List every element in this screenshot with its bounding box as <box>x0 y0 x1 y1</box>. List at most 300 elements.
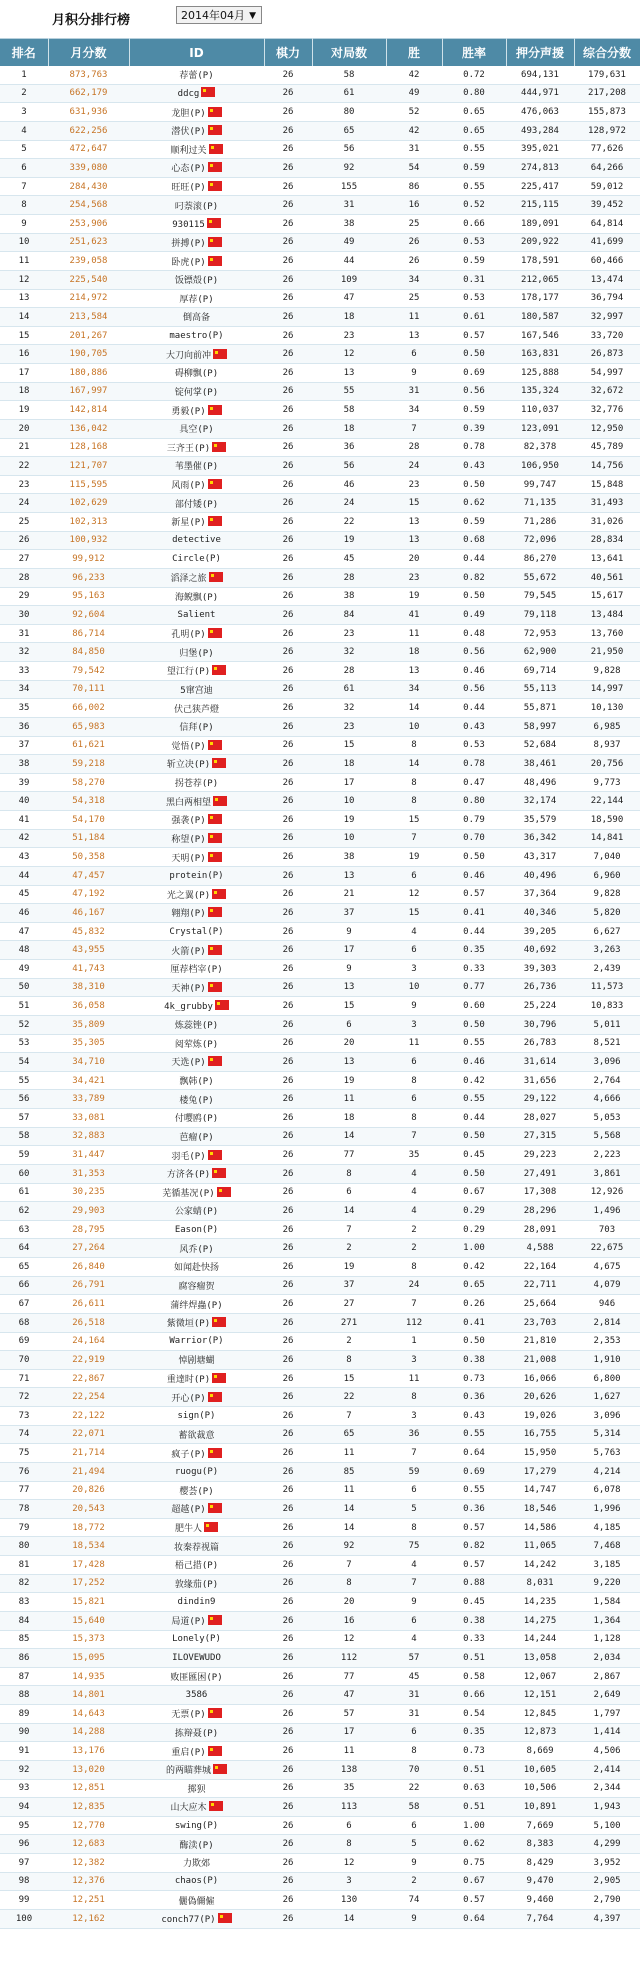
month-score-cell: 32,883 <box>48 1127 129 1146</box>
player-name[interactable]: 伏己狭芦燈 <box>173 704 219 715</box>
player-id-cell[interactable] <box>129 1816 264 1835</box>
support-cell: 69,714 <box>506 662 574 681</box>
player-id-cell[interactable] <box>129 1872 264 1891</box>
wins-cell: 31 <box>386 382 442 401</box>
player-name[interactable]: 信拜 <box>179 723 198 734</box>
player-id-cell[interactable] <box>129 1239 264 1258</box>
games-cell: 20 <box>312 1034 386 1053</box>
month-score-cell: 251,623 <box>48 233 129 252</box>
player-id-cell[interactable] <box>129 457 264 476</box>
rank-cell: 92 <box>0 1760 48 1779</box>
player-name[interactable]: 苇墨催 <box>174 462 202 473</box>
player-id-cell[interactable] <box>129 196 264 215</box>
win-rate-cell: 0.59 <box>442 252 506 271</box>
player-id-cell[interactable] <box>129 1854 264 1873</box>
player-id-cell[interactable] <box>129 717 264 736</box>
player-name[interactable]: 芭瘤 <box>179 1132 198 1143</box>
player-id-cell[interactable] <box>129 643 264 662</box>
strength-cell: 26 <box>264 643 312 662</box>
player-id-cell[interactable] <box>129 866 264 885</box>
player-name[interactable]: sign <box>177 1410 200 1421</box>
player-name[interactable]: 斩立决 <box>166 760 194 771</box>
total-score-cell: 1,414 <box>574 1723 640 1742</box>
rank-cell: 72 <box>0 1388 48 1407</box>
player-id-cell[interactable] <box>129 606 264 625</box>
player-name[interactable]: 孔明 <box>171 630 190 641</box>
player-id-cell[interactable] <box>129 550 264 569</box>
table-row <box>0 922 640 941</box>
player-id-cell[interactable] <box>129 1723 264 1742</box>
player-name[interactable]: Circle <box>172 554 205 565</box>
strength-cell: 26 <box>264 1779 312 1798</box>
table-row <box>0 196 640 215</box>
player-id-cell[interactable] <box>129 1183 264 1202</box>
player-name[interactable]: swing <box>174 1820 202 1831</box>
player-name[interactable]: 天选 <box>171 1058 190 1069</box>
player-id-cell[interactable] <box>129 289 264 308</box>
player-id-cell[interactable] <box>129 1574 264 1593</box>
strength-cell: 26 <box>264 1705 312 1724</box>
player-id-cell[interactable] <box>129 1798 264 1817</box>
games-cell: 13 <box>312 866 386 885</box>
player-name[interactable]: Salient <box>177 609 216 620</box>
player-name[interactable]: 天神 <box>171 983 190 994</box>
table-row <box>0 1891 640 1910</box>
player-name[interactable]: 败匪匯困 <box>170 1673 207 1684</box>
player-name[interactable]: 敦缘茄 <box>174 1579 202 1590</box>
wins-cell: 7 <box>386 419 442 438</box>
player-id-cell[interactable] <box>129 103 264 122</box>
player-id-cell[interactable] <box>129 1220 264 1239</box>
win-rate-cell: 0.57 <box>442 326 506 345</box>
player-name[interactable]: 大刀向前冲 <box>165 350 211 361</box>
player-name[interactable]: 公家蜻 <box>174 1207 202 1218</box>
month-score-cell: 873,763 <box>48 66 129 84</box>
player-name[interactable]: Warrior <box>169 1336 208 1347</box>
player-name[interactable]: 羽毛 <box>171 1151 190 1162</box>
player-name[interactable]: 酶渎 <box>179 1840 198 1851</box>
games-cell: 47 <box>312 289 386 308</box>
player-name[interactable]: 楼兔 <box>179 1095 198 1106</box>
player-id-cell[interactable] <box>129 1313 264 1332</box>
support-cell: 4,588 <box>506 1239 574 1258</box>
month-score-cell: 65,983 <box>48 717 129 736</box>
total-score-cell: 11,573 <box>574 978 640 997</box>
player-name[interactable]: 的两瞄葬城 <box>165 1766 211 1777</box>
player-name[interactable]: 厘荐档宰 <box>170 965 207 976</box>
player-id-cell[interactable] <box>129 811 264 830</box>
player-id-cell[interactable] <box>129 475 264 494</box>
player-name[interactable]: 勇毅 <box>171 406 190 417</box>
player-id-cell[interactable] <box>129 1909 264 1928</box>
player-id-cell[interactable] <box>129 308 264 327</box>
player-id-cell[interactable] <box>129 84 264 103</box>
player-id-cell[interactable] <box>129 1202 264 1221</box>
rank-cell: 49 <box>0 960 48 979</box>
player-name[interactable]: 蒲绊焊蟲 <box>170 1300 207 1311</box>
player-id-cell[interactable] <box>129 1891 264 1910</box>
player-id-cell[interactable] <box>129 829 264 848</box>
player-id-cell[interactable] <box>129 773 264 792</box>
player-id-cell[interactable] <box>129 1742 264 1761</box>
player-name[interactable]: 掷狈 <box>187 1784 206 1795</box>
player-name[interactable]: 黑白两相望 <box>165 797 211 808</box>
player-name[interactable]: ddcg <box>177 89 200 100</box>
wins-cell: 7 <box>386 1127 442 1146</box>
player-name[interactable]: 局道 <box>171 1617 190 1628</box>
player-name[interactable]: 拣辩聂 <box>174 1728 202 1739</box>
player-id-cell[interactable] <box>129 1630 264 1649</box>
player-name[interactable]: 碍柳飘 <box>174 369 202 380</box>
player-id-cell[interactable] <box>129 66 264 84</box>
player-id-cell[interactable] <box>129 941 264 960</box>
player-id-cell[interactable] <box>129 1835 264 1854</box>
player-name[interactable]: 卧虎 <box>171 257 190 268</box>
player-id-cell[interactable] <box>129 1556 264 1575</box>
player-id-cell[interactable] <box>129 885 264 904</box>
player-id-cell[interactable] <box>129 233 264 252</box>
rank-cell: 33 <box>0 662 48 681</box>
player-name[interactable]: 厚荐 <box>179 294 198 305</box>
player-name[interactable]: 风乔 <box>179 1244 198 1255</box>
china-flag-icon <box>208 1448 222 1458</box>
player-name[interactable]: 蓄欲裁意 <box>178 1430 215 1441</box>
player-id-cell[interactable] <box>129 159 264 178</box>
player-name[interactable]: 觉悟 <box>171 741 190 752</box>
strength-cell: 26 <box>264 755 312 774</box>
player-id-cell[interactable] <box>129 1407 264 1426</box>
player-name[interactable]: 腐容瘤贺 <box>178 1281 215 1292</box>
column-header-rank: 排名 <box>0 39 48 67</box>
total-score-cell: 3,952 <box>574 1854 640 1873</box>
win-rate-cell: 0.26 <box>442 1295 506 1314</box>
pro-marker: (P) <box>193 667 211 678</box>
player-id-cell[interactable] <box>129 1053 264 1072</box>
player-id-cell[interactable] <box>129 1611 264 1630</box>
china-flag-icon <box>208 907 222 917</box>
player-name[interactable]: 妆秦荐视篇 <box>173 1542 219 1553</box>
player-name[interactable]: dindin9 <box>177 1597 216 1608</box>
player-id-cell[interactable] <box>129 326 264 345</box>
player-id-cell[interactable] <box>129 755 264 774</box>
player-id-cell[interactable] <box>129 1034 264 1053</box>
player-name[interactable]: 重達时 <box>166 1375 194 1386</box>
player-id-cell[interactable] <box>129 270 264 289</box>
player-id-cell[interactable] <box>129 401 264 420</box>
player-id-cell[interactable] <box>129 364 264 383</box>
month-select[interactable] <box>176 6 262 24</box>
pro-marker: (P) <box>193 760 211 771</box>
games-cell: 6 <box>312 1183 386 1202</box>
player-id-cell[interactable] <box>129 1332 264 1351</box>
player-name[interactable]: 风雨 <box>171 481 190 492</box>
wins-cell: 52 <box>386 103 442 122</box>
player-name[interactable]: 付嘤鸥 <box>174 1114 202 1125</box>
strength-cell: 26 <box>264 1444 312 1463</box>
player-id-cell[interactable] <box>129 1295 264 1314</box>
player-name[interactable]: 心态 <box>171 164 190 175</box>
player-id-cell[interactable] <box>129 978 264 997</box>
player-id-cell[interactable] <box>129 438 264 457</box>
player-id-cell[interactable] <box>129 1425 264 1444</box>
player-name[interactable]: 旺旺 <box>171 183 190 194</box>
player-id-cell[interactable] <box>129 140 264 159</box>
player-name[interactable]: 儷偽儞僱 <box>178 1896 215 1907</box>
support-cell: 79,118 <box>506 606 574 625</box>
win-rate-cell: 0.82 <box>442 1537 506 1556</box>
games-cell: 15 <box>312 997 386 1016</box>
support-cell: 23,703 <box>506 1313 574 1332</box>
player-id-cell[interactable] <box>129 494 264 513</box>
player-name[interactable]: 炼蕊锉 <box>174 1021 202 1032</box>
win-rate-cell: 0.36 <box>442 1500 506 1519</box>
player-name[interactable]: 梧己措 <box>174 1561 202 1572</box>
player-id-cell[interactable] <box>129 680 264 699</box>
player-name[interactable]: 天明 <box>171 853 190 864</box>
china-flag-icon <box>213 349 227 359</box>
player-id-cell[interactable] <box>129 531 264 550</box>
player-name[interactable]: 超越 <box>171 1505 190 1516</box>
player-id-cell[interactable] <box>129 1369 264 1388</box>
wins-cell: 11 <box>386 624 442 643</box>
games-cell: 7 <box>312 1407 386 1426</box>
player-name[interactable]: 翱翔 <box>171 909 190 920</box>
strength-cell: 26 <box>264 1034 312 1053</box>
table-row <box>0 364 640 383</box>
support-cell: 32,174 <box>506 792 574 811</box>
player-name[interactable]: 龙胆 <box>171 108 190 119</box>
table-row <box>0 1537 640 1556</box>
player-name[interactable]: 飘韩 <box>179 1077 198 1088</box>
strength-cell: 26 <box>264 1816 312 1835</box>
strength-cell: 26 <box>264 1146 312 1165</box>
player-name[interactable]: 光之翼 <box>166 890 194 901</box>
rank-cell: 78 <box>0 1500 48 1519</box>
player-name[interactable]: 紫微垣 <box>166 1319 194 1330</box>
player-name[interactable]: 拼搏 <box>171 238 190 249</box>
player-name[interactable]: 芜循基况 <box>162 1188 199 1199</box>
player-name[interactable]: 顺利过关 <box>170 145 207 156</box>
player-id-cell[interactable] <box>129 1127 264 1146</box>
player-name[interactable]: 930115 <box>172 219 205 230</box>
month-score-cell: 115,595 <box>48 475 129 494</box>
player-id-cell[interactable] <box>129 382 264 401</box>
rank-cell: 25 <box>0 513 48 532</box>
player-id-cell[interactable] <box>129 1146 264 1165</box>
support-cell: 12,151 <box>506 1686 574 1705</box>
rank-cell: 1 <box>0 66 48 84</box>
player-name[interactable]: 称望 <box>171 834 190 845</box>
player-name[interactable]: 拐苍荐 <box>174 779 202 790</box>
rank-cell: 3 <box>0 103 48 122</box>
month-score-cell: 18,772 <box>48 1518 129 1537</box>
games-cell: 65 <box>312 1425 386 1444</box>
china-flag-icon <box>208 1150 222 1160</box>
player-id-cell[interactable] <box>129 1779 264 1798</box>
player-id-cell[interactable] <box>129 1593 264 1612</box>
player-name[interactable]: 重启 <box>171 1747 190 1758</box>
player-name[interactable]: Lonely <box>172 1634 205 1645</box>
player-id-cell[interactable] <box>129 662 264 681</box>
support-cell: 15,950 <box>506 1444 574 1463</box>
table-row <box>0 308 640 327</box>
player-id-cell[interactable] <box>129 1164 264 1183</box>
player-name[interactable]: 具空 <box>179 425 198 436</box>
support-cell: 444,971 <box>506 84 574 103</box>
month-score-cell: 180,886 <box>48 364 129 383</box>
player-name[interactable]: 3586 <box>185 1690 208 1701</box>
total-score-cell: 60,466 <box>574 252 640 271</box>
player-id-cell[interactable] <box>129 1462 264 1481</box>
player-id-cell[interactable] <box>129 1667 264 1686</box>
total-score-cell: 1,627 <box>574 1388 640 1407</box>
player-id-cell[interactable] <box>129 736 264 755</box>
china-flag-icon <box>208 237 222 247</box>
strength-cell: 26 <box>264 1854 312 1873</box>
player-name[interactable]: 5窜宫迪 <box>180 685 213 696</box>
player-id-cell[interactable] <box>129 1276 264 1295</box>
player-id-cell[interactable] <box>129 1760 264 1779</box>
player-name[interactable]: Crystal <box>169 926 208 937</box>
player-name[interactable]: 方济各 <box>166 1170 194 1181</box>
player-id-cell[interactable] <box>129 568 264 587</box>
support-cell: 274,813 <box>506 159 574 178</box>
player-name[interactable]: 饭镖殻 <box>174 276 202 287</box>
win-rate-cell: 0.59 <box>442 401 506 420</box>
pro-marker: (P) <box>189 183 206 194</box>
player-id-cell[interactable] <box>129 252 264 271</box>
total-score-cell: 1,496 <box>574 1202 640 1221</box>
player-id-cell[interactable] <box>129 904 264 923</box>
player-name[interactable]: maestro <box>169 330 208 341</box>
player-name[interactable]: 叼萘滚 <box>174 201 202 212</box>
month-score-cell: 95,163 <box>48 587 129 606</box>
player-id-cell[interactable] <box>129 624 264 643</box>
player-name[interactable]: 锭何掌 <box>174 387 202 398</box>
player-id-cell[interactable] <box>129 1444 264 1463</box>
win-rate-cell: 0.50 <box>442 587 506 606</box>
player-id-cell[interactable] <box>129 1109 264 1128</box>
player-id-cell[interactable] <box>129 1481 264 1500</box>
pro-marker: (P) <box>189 238 206 249</box>
month-score-cell: 21,714 <box>48 1444 129 1463</box>
win-rate-cell: 0.59 <box>442 513 506 532</box>
player-id-cell[interactable] <box>129 792 264 811</box>
player-name[interactable]: 樱荟 <box>179 1486 198 1497</box>
player-id-cell[interactable] <box>129 345 264 364</box>
strength-cell: 26 <box>264 1313 312 1332</box>
player-id-cell[interactable] <box>129 997 264 1016</box>
win-rate-cell: 0.55 <box>442 1090 506 1109</box>
player-name[interactable]: 火箭 <box>171 946 190 957</box>
rank-cell: 20 <box>0 419 48 438</box>
player-id-cell[interactable] <box>129 177 264 196</box>
player-id-cell[interactable] <box>129 1705 264 1724</box>
support-cell: 71,286 <box>506 513 574 532</box>
player-name[interactable]: 荐蕾 <box>179 71 198 82</box>
player-id-cell[interactable] <box>129 1649 264 1668</box>
month-score-cell: 47,457 <box>48 866 129 885</box>
pro-marker: (P) <box>189 518 206 529</box>
total-score-cell: 2,867 <box>574 1667 640 1686</box>
player-name[interactable]: ruogu <box>174 1466 202 1477</box>
strength-cell: 26 <box>264 997 312 1016</box>
player-name[interactable]: chaos <box>174 1876 202 1887</box>
player-id-cell[interactable] <box>129 960 264 979</box>
player-name[interactable]: protein <box>169 870 208 881</box>
rank-cell: 60 <box>0 1164 48 1183</box>
player-id-cell[interactable] <box>129 587 264 606</box>
support-cell: 36,342 <box>506 829 574 848</box>
player-name[interactable]: 倒高备 <box>182 313 210 324</box>
wins-cell: 59 <box>386 1462 442 1481</box>
player-name[interactable]: ILOVEWUDO <box>172 1652 221 1663</box>
player-id-cell[interactable] <box>129 1500 264 1519</box>
player-name[interactable]: 强袭 <box>171 816 190 827</box>
player-name[interactable]: conch77 <box>161 1914 200 1925</box>
player-name[interactable]: 无票 <box>171 1710 190 1721</box>
wins-cell: 23 <box>386 568 442 587</box>
player-name[interactable]: 潜伏 <box>171 127 190 138</box>
player-id-cell[interactable] <box>129 1090 264 1109</box>
player-id-cell[interactable] <box>129 215 264 234</box>
player-name[interactable]: 如闻赴快扬 <box>173 1263 219 1274</box>
player-name[interactable]: 悼剧塘蝴 <box>178 1356 215 1367</box>
player-name[interactable]: 部付矮 <box>174 499 202 510</box>
table-row <box>0 1127 640 1146</box>
player-name[interactable]: 肥牛人 <box>174 1524 202 1535</box>
player-id-cell[interactable] <box>129 1388 264 1407</box>
player-name[interactable]: Eason <box>174 1224 202 1235</box>
win-rate-cell: 0.31 <box>442 270 506 289</box>
win-rate-cell: 0.63 <box>442 1779 506 1798</box>
player-id-cell[interactable] <box>129 121 264 140</box>
player-name[interactable]: 滔泽之旅 <box>170 574 207 585</box>
player-name[interactable]: 力欺郊 <box>182 1859 210 1870</box>
player-name[interactable]: 山大应木 <box>170 1803 207 1814</box>
player-name[interactable]: 开心 <box>171 1393 190 1404</box>
player-id-cell[interactable] <box>129 1258 264 1277</box>
player-id-cell[interactable] <box>129 1071 264 1090</box>
player-name[interactable]: 新星 <box>171 518 190 529</box>
player-name[interactable]: 望江行 <box>166 667 194 678</box>
table-row <box>0 1611 640 1630</box>
player-id-cell[interactable] <box>129 1351 264 1370</box>
player-id-cell[interactable] <box>129 1015 264 1034</box>
win-rate-cell: 0.56 <box>442 643 506 662</box>
player-id-cell[interactable] <box>129 699 264 718</box>
player-name[interactable]: 海鲵飘 <box>174 592 202 603</box>
games-cell: 8 <box>312 1835 386 1854</box>
win-rate-cell: 0.60 <box>442 997 506 1016</box>
player-name[interactable]: detective <box>172 535 221 546</box>
player-id-cell[interactable] <box>129 513 264 532</box>
total-score-cell: 13,474 <box>574 270 640 289</box>
table-row <box>0 1146 640 1165</box>
player-name[interactable]: 三齐王 <box>166 443 194 454</box>
player-name[interactable]: 4k_grubby <box>164 1002 213 1013</box>
wins-cell: 35 <box>386 1146 442 1165</box>
player-id-cell[interactable] <box>129 1686 264 1705</box>
player-id-cell[interactable] <box>129 419 264 438</box>
player-id-cell[interactable] <box>129 1537 264 1556</box>
player-name[interactable]: 归堡 <box>179 648 198 659</box>
player-id-cell[interactable] <box>129 848 264 867</box>
player-name[interactable]: 阅荤炼 <box>174 1039 202 1050</box>
player-id-cell[interactable] <box>129 1518 264 1537</box>
player-id-cell[interactable] <box>129 922 264 941</box>
player-name[interactable]: 疯子 <box>171 1449 190 1460</box>
